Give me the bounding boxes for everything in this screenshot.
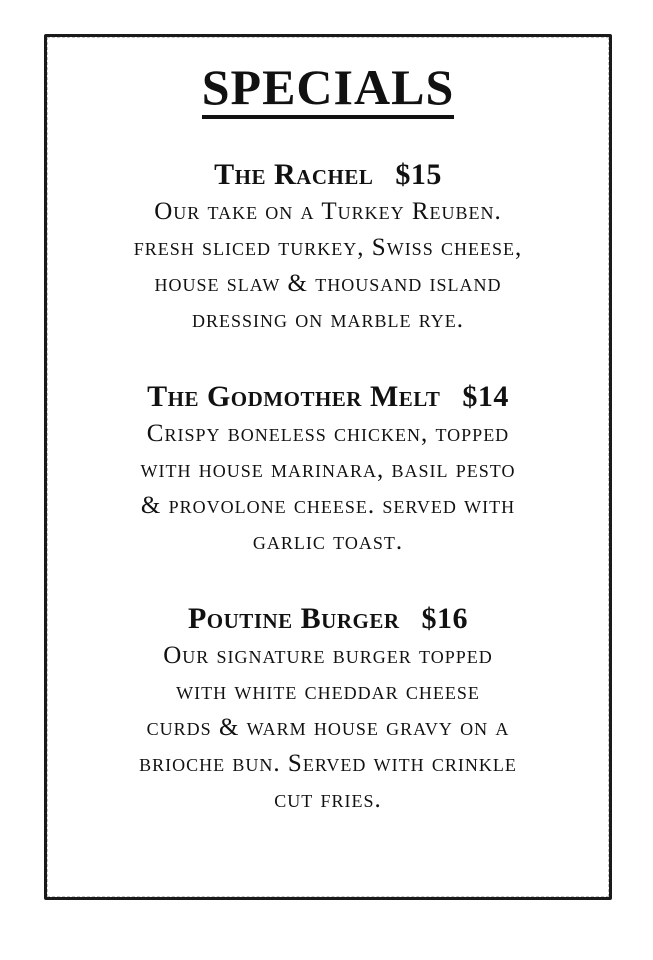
description-line: brioche bun. Served with crinkle	[139, 750, 517, 777]
description-line: house slaw & thousand island	[154, 270, 502, 297]
menu-item-header	[48, 380, 608, 414]
menu-item-poutine-burger	[48, 602, 608, 818]
menu-item-name: The Godmother Melt	[147, 380, 441, 413]
menu-item-header	[48, 602, 608, 636]
description-line: dressing on marble rye.	[191, 306, 465, 333]
menu-item-description	[48, 194, 608, 338]
menu-item-name: The Rachel	[214, 158, 374, 191]
description-line: with house marinara, basil pesto	[140, 456, 516, 483]
menu-item-the-godmother-melt	[48, 380, 608, 560]
menu-title	[48, 58, 608, 116]
menu-item-price: $14	[462, 380, 509, 413]
menu-item-description	[48, 638, 608, 818]
description-line: Our take on a Turkey Reuben.	[154, 198, 502, 225]
description-line: & provolone cheese. served with	[140, 492, 516, 519]
description-line: fresh sliced turkey, Swiss cheese,	[133, 234, 523, 261]
description-line: curds & warm house gravy on a	[146, 714, 510, 741]
specials-menu	[48, 40, 608, 818]
menu-item-name: Poutine Burger	[187, 602, 400, 635]
description-line: Our signature burger topped	[163, 642, 493, 669]
description-line: garlic toast.	[252, 528, 404, 555]
menu-item-price: $16	[421, 602, 469, 635]
menu-item-header	[48, 158, 608, 192]
menu-item-description	[48, 416, 608, 560]
description-line: with white cheddar cheese	[176, 678, 480, 705]
description-line: Crispy boneless chicken, topped	[146, 420, 510, 447]
menu-item-price: $15	[395, 158, 442, 191]
description-line: cut fries.	[274, 786, 382, 813]
menu-item-the-rachel	[48, 158, 608, 338]
menu-title-text: SPECIALS	[202, 59, 455, 119]
